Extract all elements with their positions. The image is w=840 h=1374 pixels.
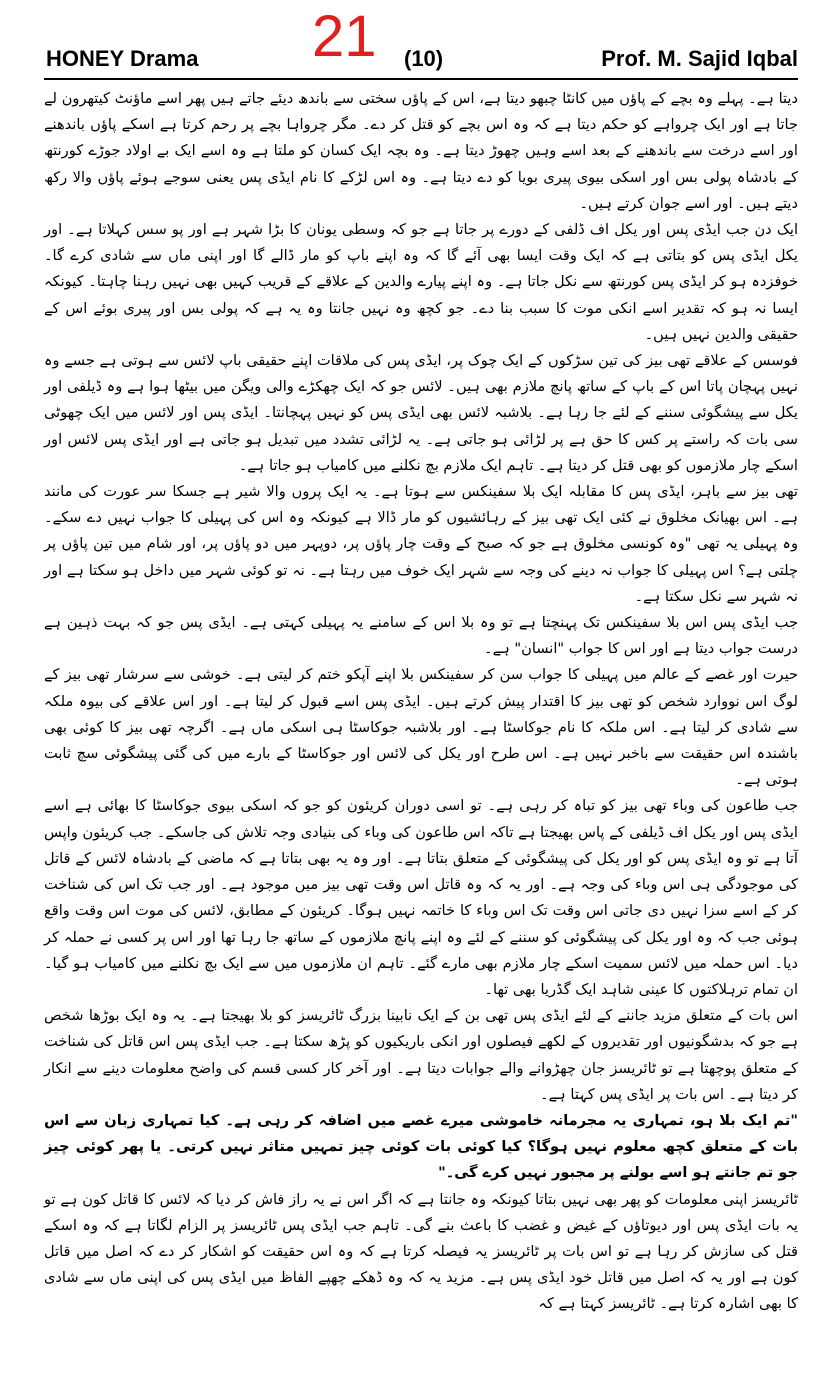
paragraph: حیرت اور غصے کے عالم میں پہیلی کا جواب سن کر سفینکس بلا اپنے آپکو ختم کر لیتی ہے۔ خوشی سے سرشار تھی بیز کے لوگ اس نووارد شخص کو تھی بیز کا اقتدار پیش کرتے ہیں۔ ایڈی پس اسے قبول کر لیتا ہے۔ اور اس علاقے کی بیوہ ملکہ سے شادی کر لیتا ہے۔ اس ملکہ کا نام جوکاسٹا ہے۔ اور بلاشبہ جوکاسٹا ہی اسکی ماں ہے۔ اگرچہ تھی بیز کا کوئی بھی باشندہ اس حقیقت سے باخبر نہیں ہے۔ اس طرح اور یکل کی لائس اور جوکاسٹا کے بارے میں کی گئی پیشگوئی سچ ثابت ہوتی ہے۔ [44, 666, 798, 789]
closing-paragraph: ٹائریسز اپنی معلومات کو پھر بھی نہیں بتاتا کیونکہ وہ جانتا ہے کہ اگر اس نے یہ راز فاش کر دیا کہ لائس کا قاتل کون ہے تو یہ بات ایڈی پس اور دیوتاؤں کے غیض و غضب کا باعث بنے گی۔ تاہم جب ایڈی پس ٹائریسز پر الزام لگاتا ہے کہ وہ اسکے قتل کی سازش کر رہا ہے تو اس بات پر ٹائریسز یہ فیصلہ کرتا ہے کہ وہ اس حقیقت کو اشکار کر دے کہ اصل میں قاتل کون ہے اور یہ کہ اصل میں قاتل خود ایڈی پس ہے۔ مزید یہ کہ وہ ڈھکے چھپے الفاظ میں ایڈی پس کی اپنی ماں سے شادی کا بھی اشارہ کرتا ہے۔ ٹائریسز کہتا ہے کہ [44, 1190, 798, 1313]
paragraph: دیتا ہے۔ پہلے وہ بچے کے پاؤں میں کانٹا چبھو دیتا ہے، اس کے پاؤں سختی سے باندھ دیئے جاتے ہیں پھر اسے ماؤنٹ کیتھرون لے جاتا ہے اور ایک چرواہے کو حکم دیتا ہے کہ وہ اس بچے کو قتل کر دے۔ مگر چرواہا بچے پر رحم کرتا ہے اسکے پاؤں باندھنے اور اسے درخت سے باندھنے کے بعد اسے وہیں چھوڑ دیتا ہے۔ وہ بچہ ایک کسان کو ملتا ہے وہ اسے ایک بے اولاد جوڑے کورنتھ کے بادشاہ پولی بس اور اسکی بیوی پیری بویا کو دے دیتا ہے۔ وہ اس لڑکے کا نام ایڈی پس یعنی سوجے ہوئے پاؤں والا رکھ دیتے ہیں۔ اور اسے جوان کرتے ہیں۔ [44, 90, 798, 212]
paragraph: ایک دن جب ایڈی پس اور یکل اف ڈلفی کے دورے پر جاتا ہے جو کہ وسطی یونان کا بڑا شہر ہے اور پو سس کہلاتا ہے۔ اور یکل ایڈی پس کو بتاتی ہے کہ ایک وقت ایسا بھی آئے گا کہ وہ اپنے باپ کو مار ڈالے گا اور اپنی ماں سے شادی کرے گا۔ خوفزدہ ہو کر ایڈی پس کورنتھ سے نکل جاتا ہے۔ وہ اپنے پیارے والدین کے علاقے کے قریب کہیں بھی نہیں رہنا چاہتا۔ کیونکہ ایسا نہ ہو کہ تقدیر اسے انکی موت کا سبب بنا دے۔ جو کچھ وہ نہیں جانتا وہ یہ ہے کہ پولی بس اور پیری بوئے اس کے حقیقی والدین نہیں ہیں۔ [44, 221, 798, 343]
page-number: 21 [312, 4, 377, 69]
body-text [44, 80, 798, 1318]
quote-paragraph: "تم ایک بلا ہو، تمہاری یہ مجرمانہ خاموشی میرے غصے میں اضافہ کر رہی ہے۔ کیا تمہاری زبان سے اس بات کے متعلق کچھ معلوم نہیں ہوگا؟ کیا کوئی بات کوئی چیز تمہیں متاثر نہیں کرتی۔ یا پھر کوئی چیز جو تم جانتے ہو اسے بولنے پر مجبور نہیں کرے گی۔" [44, 1111, 798, 1182]
book-title: HONEY Drama [46, 46, 199, 71]
paragraph: فوسس کے علاقے تھی بیز کی تین سڑکوں کے ایک چوک پر، ایڈی پس کی ملاقات اپنے حقیقی باپ لائس سے ہوتی ہے جسے وہ نہیں پہچان پاتا اس کے باپ کے ساتھ پانچ ملازم بھی ہیں۔ لائس جو کہ ایک چھکڑے والی ویگن میں بیٹھا ہوا ہے وہ ڈیلفی اور یکل سے پیشگوئی سننے کے لئے جا رہا ہے۔ بلاشبہ لائس بھی ایڈی پس کو نہیں پہچانتا۔ ایڈی پس اور لائس میں ایک چھوٹی سی بات کہ راستے پر کس کا حق ہے پر لڑائی ہو جاتی ہے۔ یہ لڑائی تشدد میں تبدیل ہو جاتی ہے اور ایڈی پس لائس اور اسکے چار ملازموں کو بھی قتل کر دیتا ہے۔ تاہم ایک ملازم بچ نکلنے میں کامیاب ہو جاتا ہے۔ [44, 352, 798, 474]
page-header [44, 0, 798, 80]
paragraph: جب طاعون کی وباء تھی بیز کو تباہ کر رہی ہے۔ تو اسی دوران کریئون کو جو کہ اسکی بیوی جوکاسٹا کا بھائی ہے اسے ایڈی پس اور یکل اف ڈیلفی کے پاس بھیجتا ہے تاکہ اس طاعون کی وباء کی بنیادی وجہ تلاش کی جاسکے۔ جب کریئون واپس آتا ہے تو وہ ایڈی پس کو اور یکل کی پیشگوئی کے متعلق بتاتا ہے۔ اور وہ یہ بھی بتاتا ہے کہ ماضی کے بادشاہ لائس کے قاتل کی موجودگی ہی اس وباء کی وجہ ہے۔ اور یہ کہ وہ قاتل اس وقت تھی بیز میں موجود ہے۔ اور جب تک اس کی شناخت کر کے اسے سزا نہیں دی جاتی اس وقت تک اس وباء کا خاتمہ نہیں ہوگا۔ کریئون کے مطابق، لائس کی موت اس وقت واقع ہوئی جب کہ وہ اور یکل کی پیشگوئی کو سننے کے لئے وہ اپنے پانچ ملازموں کے ساتھ جا رہا تھا اور اس پر کسی نے حملہ کر دیا۔ اس حملہ میں لائس سمیت اسکے چار ملازم بھی مارے گئے۔ تاہم ان ملازموں میں سے ایک بچ نکلنے میں کامیاب ہو گیا۔ ان تمام ترہلاکتوں کا عینی شاہد ایک گڈریا بھی تھا۔ [44, 797, 798, 998]
part-number: (10) [404, 46, 444, 71]
paragraph: اس بات کے متعلق مزید جاننے کے لئے ایڈی پس تھی بن کے ایک نابینا بزرگ ٹائریسز کو بلا بھیجتا ہے۔ یہ وہ ایک بوڑھا شخص ہے جو کہ بدشگونیوں اور تقدیروں کے لکھے فیصلوں اور انکی باریکیوں کو پڑھ سکتا ہے۔ جب ایڈی پس اس قاتل کی شناخت کے متعلق پوچھتا ہے تو ٹائریسز جان چھڑوانے والے جوابات دیتا ہے۔ اور آخر کار کسی قسم کی واضح معلومات دینے سے انکار کر دیتا ہے۔ اس بات پر ایڈی پس کہتا ہے۔ [44, 1007, 798, 1103]
author-name: Prof. M. Sajid Iqbal [601, 46, 798, 71]
paragraph: تھی بیز سے باہر، ایڈی پس کا مقابلہ ایک بلا سفینکس سے ہوتا ہے۔ یہ ایک پروں والا شیر ہے جسکا سر عورت کی مانند ہے۔ اس بھیانک مخلوق نے کئی ایک تھی بیز کے رہائشیوں کو مار ڈالا ہے کیونکہ وہ اس کی پہیلی کا جواب نہیں دے سکے۔ وہ پہیلی یہ تھی "وہ کونسی مخلوق ہے جو کہ صبح کے وقت چار پاؤں پر، دوپہر میں دو پاؤں پر، اور شام میں تین پاؤں پر چلتی ہے؟ اس پہیلی کا جواب نہ دینے کی وجہ سے شہر ایک خوف میں رہتا ہے۔ نہ تو کوئی شہر میں داخل ہو سکتا ہے اور نہ شہر سے نکل سکتا ہے۔ [44, 483, 798, 605]
paragraph: جب ایڈی پس اس بلا سفینکس تک پہنچتا ہے تو وہ بلا اس کے سامنے یہ پہیلی کہتی ہے۔ ایڈی پس جو کہ بہت ذہین ہے درست جواب دیتا ہے اور اس کا جواب "انسان" ہے۔ [44, 614, 798, 658]
